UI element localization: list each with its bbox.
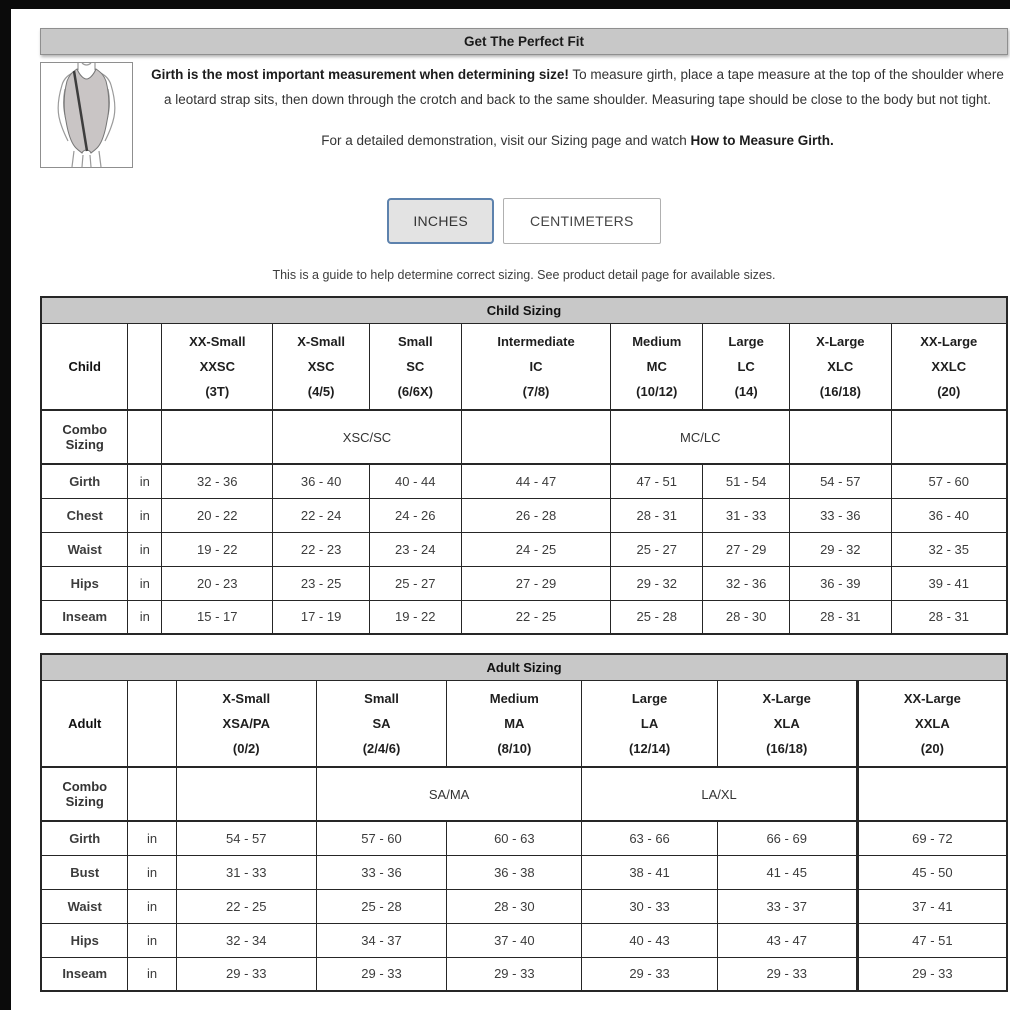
child-girth-value: 57 - 60 (891, 464, 1007, 498)
size-code: MC (646, 358, 667, 374)
child-inseam-value: 25 - 28 (611, 600, 703, 634)
child-measure-label: Chest (41, 498, 128, 532)
adult-waist-value: 22 - 25 (176, 889, 316, 923)
child-girth-value: 40 - 44 (369, 464, 461, 498)
size-name: Large (631, 690, 668, 706)
child-row-inseam (41, 600, 1007, 634)
child-chest-value: 33 - 36 (790, 498, 891, 532)
demo-line-text: For a detailed demonstration, visit our Sizing page and watch (321, 133, 691, 148)
adult-row-inseam (41, 957, 1007, 991)
child-chest-value: 36 - 40 (891, 498, 1007, 532)
adult-hips-value: 37 - 40 (447, 923, 582, 957)
leotard-figure-icon (41, 63, 132, 167)
adult-group-label: Adult (41, 680, 128, 767)
child-chest-value: 31 - 33 (703, 498, 790, 532)
child-chest-value: 22 - 24 (273, 498, 370, 532)
size-range: (7/8) (522, 383, 550, 399)
adult-inseam-value: 29 - 33 (857, 957, 1007, 991)
adult-hips-value: 47 - 51 (857, 923, 1007, 957)
adult-table-body (41, 654, 1007, 991)
size-range: (10/12) (636, 383, 678, 399)
child-inseam-value: 15 - 17 (162, 600, 273, 634)
child-measure-unit: in (128, 498, 162, 532)
adult-bust-value: 33 - 36 (316, 855, 446, 889)
adult-girth-value: 69 - 72 (857, 821, 1007, 855)
child-size-column-header (369, 323, 461, 410)
adult-measure-label: Girth (41, 821, 128, 855)
adult-combo-cell: LA/XL (582, 767, 857, 821)
size-range: (14) (734, 383, 758, 399)
demo-line-bold: How to Measure Girth. (690, 133, 834, 148)
child-measure-label: Hips (41, 566, 128, 600)
adult-girth-value: 66 - 69 (717, 821, 857, 855)
child-waist-value: 29 - 32 (790, 532, 891, 566)
size-range: (20) (920, 740, 944, 756)
child-combo-cell (790, 410, 891, 464)
adult-size-column-header (176, 680, 316, 767)
adult-girth-value: 57 - 60 (316, 821, 446, 855)
size-code: XSA/PA (222, 715, 270, 731)
child-measure-label: Girth (41, 464, 128, 498)
child-waist-value: 27 - 29 (703, 532, 790, 566)
size-name: XX-Small (189, 333, 246, 349)
size-name: Medium (632, 333, 682, 349)
adult-measure-unit: in (128, 957, 176, 991)
child-measure-unit: in (128, 600, 162, 634)
size-name: X-Small (297, 333, 345, 349)
size-code: MA (504, 715, 525, 731)
size-code: SA (372, 715, 391, 731)
adult-bust-value: 41 - 45 (717, 855, 857, 889)
adult-hips-value: 32 - 34 (176, 923, 316, 957)
child-sizing-table (40, 296, 1008, 635)
child-row-hips (41, 566, 1007, 600)
size-name: XX-Large (920, 333, 978, 349)
child-combo-cell (162, 410, 273, 464)
child-table-body (41, 297, 1007, 634)
size-range: (0/2) (232, 740, 260, 756)
child-size-column-header (461, 323, 611, 410)
child-chest-value: 24 - 26 (369, 498, 461, 532)
adult-measure-unit: in (128, 923, 176, 957)
guide-note: This is a guide to help determine correct sizing. See product detail page for available sizes. (272, 268, 776, 282)
child-size-column-header (790, 323, 891, 410)
child-hips-value: 32 - 36 (703, 566, 790, 600)
child-hips-value: 27 - 29 (461, 566, 611, 600)
size-name: Small (397, 333, 433, 349)
adult-inseam-value: 29 - 33 (316, 957, 446, 991)
child-size-column-header (703, 323, 790, 410)
child-title-row (41, 297, 1007, 323)
child-size-column-header (273, 323, 370, 410)
adult-hips-value: 40 - 43 (582, 923, 717, 957)
adult-girth-value: 60 - 63 (447, 821, 582, 855)
size-name: X-Small (222, 690, 271, 706)
adult-inseam-value: 29 - 33 (717, 957, 857, 991)
girth-measurement-diagram (40, 62, 133, 168)
child-inseam-value: 19 - 22 (369, 600, 461, 634)
size-name: Medium (489, 690, 539, 706)
adult-bust-value: 31 - 33 (176, 855, 316, 889)
adult-measure-label: Inseam (41, 957, 128, 991)
adult-inseam-value: 29 - 33 (447, 957, 582, 991)
child-hips-value: 23 - 25 (273, 566, 370, 600)
size-code: XLA (773, 715, 800, 731)
child-girth-value: 32 - 36 (162, 464, 273, 498)
child-girth-value: 54 - 57 (790, 464, 891, 498)
child-waist-value: 22 - 23 (273, 532, 370, 566)
adult-hips-value: 43 - 47 (717, 923, 857, 957)
child-combo-label: Combo Sizing (41, 410, 128, 464)
size-name: Intermediate (497, 333, 575, 349)
child-waist-value: 19 - 22 (162, 532, 273, 566)
child-hips-value: 29 - 32 (611, 566, 703, 600)
child-waist-value: 25 - 27 (611, 532, 703, 566)
child-combo-cell (461, 410, 611, 464)
size-code: LA (640, 715, 659, 731)
size-range: (12/14) (628, 740, 671, 756)
adult-bust-value: 45 - 50 (857, 855, 1007, 889)
child-chest-value: 26 - 28 (461, 498, 611, 532)
child-combo-row (41, 410, 1007, 464)
size-name: Small (364, 690, 399, 706)
size-name: XX-Large (903, 690, 961, 706)
child-hips-value: 20 - 23 (162, 566, 273, 600)
adult-combo-cell (857, 767, 1007, 821)
adult-size-column-header (717, 680, 857, 767)
child-row-waist (41, 532, 1007, 566)
adult-row-hips (41, 923, 1007, 957)
girth-instructions-lead: Girth is the most important measurement when determining size! (151, 67, 569, 82)
size-range: (20) (937, 383, 961, 399)
size-code: XSC (307, 358, 335, 374)
child-measure-unit: in (128, 532, 162, 566)
adult-size-column-header (447, 680, 582, 767)
adult-unit-header-cell (128, 680, 176, 767)
size-code: SC (406, 358, 425, 374)
child-girth-value: 36 - 40 (273, 464, 370, 498)
size-range: (6/6X) (397, 383, 433, 399)
child-table-title: Child Sizing (41, 297, 1007, 323)
adult-row-waist (41, 889, 1007, 923)
window-frame-left (0, 0, 11, 1010)
demo-line (147, 128, 1008, 153)
adult-waist-value: 30 - 33 (582, 889, 717, 923)
child-measure-unit: in (128, 566, 162, 600)
child-girth-value: 44 - 47 (461, 464, 611, 498)
child-hips-value: 25 - 27 (369, 566, 461, 600)
adult-waist-value: 25 - 28 (316, 889, 446, 923)
page-title: Get The Perfect Fit (40, 28, 1008, 55)
adult-hips-value: 34 - 37 (316, 923, 446, 957)
adult-measure-unit: in (128, 821, 176, 855)
size-range: (8/10) (497, 740, 532, 756)
adult-size-column-header (316, 680, 446, 767)
size-code: XXLC (931, 358, 967, 374)
size-name: X-Large (762, 690, 811, 706)
child-unit-header-cell (128, 323, 162, 410)
adult-measure-label: Hips (41, 923, 128, 957)
girth-instructions-body: To measure girth, place a tape measure at the top of the shoulder where a leotard strap sits, then down through the crotch and back to the same shoulder. Measuring tape should be close to the body but not tight. (163, 67, 1004, 107)
child-measure-unit: in (128, 464, 162, 498)
child-waist-value: 24 - 25 (461, 532, 611, 566)
adult-measure-unit: in (128, 855, 176, 889)
adult-table-title: Adult Sizing (41, 654, 1007, 680)
child-combo-cell: XSC/SC (273, 410, 461, 464)
adult-row-bust (41, 855, 1007, 889)
adult-inseam-value: 29 - 33 (582, 957, 717, 991)
size-code: XXSC (199, 358, 235, 374)
child-header-row (41, 323, 1007, 410)
adult-bust-value: 36 - 38 (447, 855, 582, 889)
adult-combo-unit-cell (128, 767, 176, 821)
unit-toggle (40, 198, 1008, 244)
child-inseam-value: 28 - 30 (703, 600, 790, 634)
size-name: Large (728, 333, 764, 349)
adult-measure-label: Bust (41, 855, 128, 889)
centimeters-button[interactable]: CENTIMETERS (503, 198, 661, 244)
child-combo-cell: MC/LC (611, 410, 790, 464)
child-inseam-value: 28 - 31 (790, 600, 891, 634)
adult-girth-value: 63 - 66 (582, 821, 717, 855)
child-girth-value: 51 - 54 (703, 464, 790, 498)
window-frame-top (0, 0, 1010, 9)
girth-instructions (147, 62, 1008, 112)
size-range: (4/5) (307, 383, 335, 399)
adult-bust-value: 38 - 41 (582, 855, 717, 889)
adult-header-row (41, 680, 1007, 767)
size-range: (2/4/6) (362, 740, 401, 756)
child-combo-unit-cell (128, 410, 162, 464)
child-row-chest (41, 498, 1007, 532)
child-chest-value: 20 - 22 (162, 498, 273, 532)
child-waist-value: 23 - 24 (369, 532, 461, 566)
inches-button[interactable]: INCHES (387, 198, 494, 244)
adult-size-column-header (857, 680, 1007, 767)
child-chest-value: 28 - 31 (611, 498, 703, 532)
child-inseam-value: 28 - 31 (891, 600, 1007, 634)
child-row-girth (41, 464, 1007, 498)
adult-title-row (41, 654, 1007, 680)
adult-combo-cell: SA/MA (316, 767, 582, 821)
adult-sizing-table (40, 653, 1008, 992)
child-inseam-value: 22 - 25 (461, 600, 611, 634)
intro-section (40, 62, 1008, 168)
size-name: X-Large (816, 333, 865, 349)
child-size-column-header (611, 323, 703, 410)
adult-girth-value: 54 - 57 (176, 821, 316, 855)
adult-waist-value: 37 - 41 (857, 889, 1007, 923)
child-inseam-value: 17 - 19 (273, 600, 370, 634)
size-range: (3T) (205, 383, 230, 399)
child-waist-value: 32 - 35 (891, 532, 1007, 566)
child-measure-label: Inseam (41, 600, 128, 634)
size-code: XXLA (915, 715, 950, 731)
adult-combo-label: Combo Sizing (41, 767, 128, 821)
child-size-column-header (891, 323, 1007, 410)
adult-waist-value: 28 - 30 (447, 889, 582, 923)
child-combo-cell (891, 410, 1007, 464)
child-size-column-header (162, 323, 273, 410)
intro-text (133, 62, 1008, 168)
child-hips-value: 39 - 41 (891, 566, 1007, 600)
adult-row-girth (41, 821, 1007, 855)
size-code: IC (529, 358, 543, 374)
sizing-page (40, 0, 1008, 992)
adult-combo-cell (176, 767, 316, 821)
child-measure-label: Waist (41, 532, 128, 566)
adult-inseam-value: 29 - 33 (176, 957, 316, 991)
child-group-label: Child (41, 323, 128, 410)
adult-measure-label: Waist (41, 889, 128, 923)
adult-waist-value: 33 - 37 (717, 889, 857, 923)
size-range: (16/18) (819, 383, 861, 399)
size-code: XLC (827, 358, 854, 374)
adult-combo-row (41, 767, 1007, 821)
size-range: (16/18) (766, 740, 808, 756)
adult-measure-unit: in (128, 889, 176, 923)
child-hips-value: 36 - 39 (790, 566, 891, 600)
size-code: LC (737, 358, 755, 374)
adult-size-column-header (582, 680, 717, 767)
child-girth-value: 47 - 51 (611, 464, 703, 498)
